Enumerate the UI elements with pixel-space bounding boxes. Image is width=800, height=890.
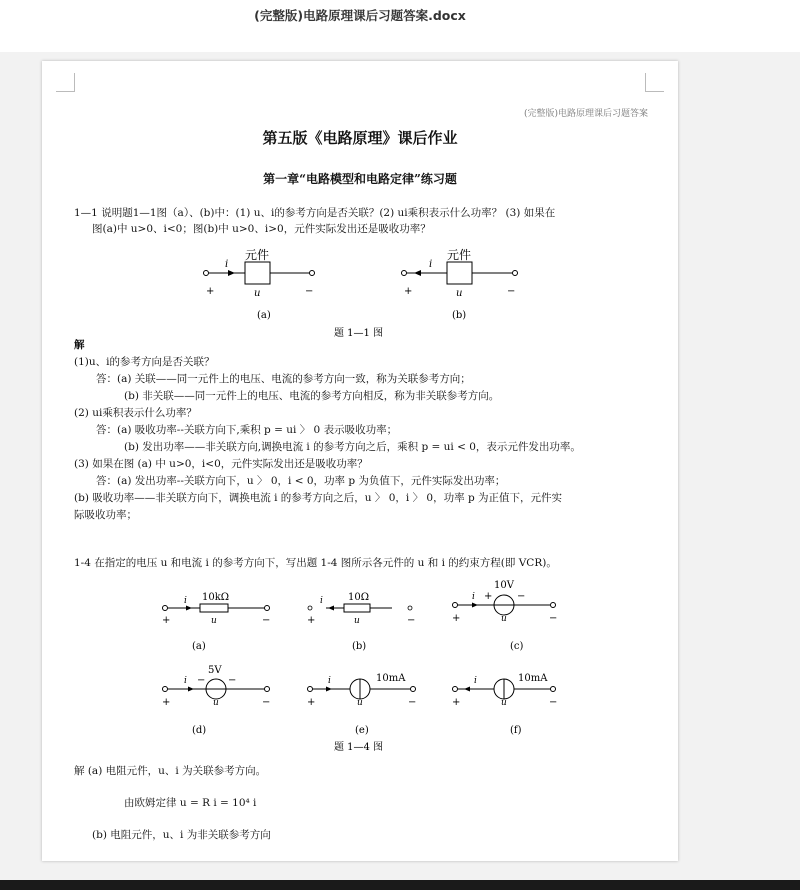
fig14-e-u-label: u [357, 698, 363, 708]
fig14-a-resistance: 10kΩ [202, 592, 230, 603]
fig14-e-plus: + [307, 697, 316, 708]
fig11-b-element-label: 元件 [447, 248, 472, 262]
document-page [42, 61, 678, 861]
figure-1-4-caption: 题 1—4 图 [334, 742, 384, 753]
page-header: (完整版)电路原理课后习题答案 [523, 109, 648, 119]
fig11-a-i-label: i [225, 259, 229, 270]
fig14-c-u-label: u [501, 614, 507, 624]
fig11-a-element-label: 元件 [245, 248, 270, 262]
fig11-b-i-label: i [429, 259, 433, 270]
fig14-a-caption: (a) [192, 641, 206, 652]
fig14-b-u-label: u [354, 616, 360, 626]
solution-line: (3) 如果在图 (a) 中 u>0，i<0，元件实际发出还是吸收功率？ [74, 458, 368, 470]
fig14-f-plus: + [452, 697, 461, 708]
solution-heading: 解 [74, 339, 85, 351]
fig11-a-caption: (a) [257, 310, 271, 321]
solution-line: (b) 吸收功率——非关联方向下，调换电流 i 的参考方向之后，u 〉 0，i 〉 0，功率 p 为正值下，元件实 [74, 492, 563, 504]
fig11-b-minus: − [507, 286, 516, 297]
page-corner-mark [645, 73, 664, 92]
fig14-f-u-label: u [501, 698, 507, 708]
solution-line: 际吸收功率； [74, 509, 137, 521]
fig14-b-minus: − [407, 615, 416, 626]
page-corner-mark [56, 73, 75, 92]
fig14-c-caption: (c) [510, 641, 524, 652]
figure-1-4 [152, 575, 572, 759]
fig14-b-plus: + [307, 615, 316, 626]
solution-line: 答：(a) 关联——同一元件上的电压、电流的参考方向一致，称为关联参考方向； [96, 373, 471, 385]
figure-1-1a [204, 247, 315, 321]
fig14-b-caption: (b) [352, 641, 367, 652]
fig14-f-i-label: i [474, 676, 477, 686]
figure-1-4d [162, 665, 270, 736]
fig14-c-minus: − [549, 613, 558, 624]
figure-1-1-diagram [182, 246, 542, 341]
fig14-d-source-plus: − [228, 675, 237, 686]
fig14-c-source-minus: − [517, 591, 526, 602]
answer-a: 解 (a) 电阻元件，u、i 为关联参考方向。 [74, 765, 267, 777]
answer-a-equation: 由欧姆定律 u = R i = 10⁴ i [124, 797, 257, 809]
answer-b: (b) 电阻元件，u、i 为非关联参考方向 [92, 829, 271, 841]
fig14-c-voltage: 10V [494, 580, 514, 591]
fig14-d-u-label: u [213, 698, 219, 708]
fig14-e-i-label: i [328, 676, 331, 686]
fig11-b-plus: + [404, 286, 413, 297]
figure-1-4e [307, 673, 416, 736]
solution-line: (b) 非关联——同一元件上的电压、电流的参考方向相反，称为非关联参考方向。 [124, 390, 500, 402]
fig11-b-caption: (b) [452, 310, 467, 321]
chapter-title: 第一章“电路模型和电路定律”练习题 [263, 172, 457, 186]
fig14-b-resistance: 10Ω [348, 592, 370, 603]
bottom-bar [0, 880, 800, 890]
fig14-d-caption: (d) [192, 725, 207, 736]
fig14-c-source-plus: + [484, 591, 493, 602]
main-title: 第五版《电路原理》课后作业 [262, 129, 458, 147]
document-title: (完整版)电路原理课后习题答案.docx [254, 8, 466, 23]
solution-line: 答：(a) 吸收功率--关联方向下,乘积 p = ui 〉 0 表示吸收功率； [96, 424, 398, 436]
fig14-f-current: 10mA [518, 673, 548, 684]
question-1-4: 1-4 在指定的电压 u 和电流 i 的参考方向下，写出题 1-4 图所示各元件的 u 和 i 的约束方程(即 VCR)。 [74, 557, 557, 569]
fig14-e-current: 10mA [376, 673, 406, 684]
question-1-1-line-2: 图(a)中 u>0、i<0；图(b)中 u>0、i>0，元件实际发出还是吸收功率？ [92, 223, 431, 235]
fig11-b-u-label: u [456, 288, 463, 299]
fig14-a-minus: − [262, 615, 271, 626]
fig14-d-voltage: 5V [208, 665, 222, 676]
figure-1-4a [162, 592, 270, 652]
fig14-d-minus: − [262, 697, 271, 708]
solution-line: (1)u、i的参考方向是否关联？ [74, 356, 215, 368]
question-1-1-line-1: 1—1 说明题1—1图（a）、(b)中：(1) u、i的参考方向是否关联？(2) ui乘积表示什么功率？ (3) 如果在 [74, 207, 556, 219]
title-bar [0, 0, 800, 52]
fig14-f-caption: (f) [510, 725, 522, 736]
fig14-c-i-label: i [472, 592, 475, 602]
fig14-a-u-label: u [211, 616, 217, 626]
figure-1-1-caption: 题 1—1 图 [334, 328, 384, 339]
fig14-d-plus: + [162, 697, 171, 708]
figure-1-1b [402, 247, 518, 321]
fig14-e-minus: − [408, 697, 417, 708]
figure-1-1 [182, 246, 542, 345]
fig14-d-source-minus: − [197, 675, 206, 686]
fig14-b-i-label: i [320, 596, 323, 606]
figure-1-4b [307, 592, 415, 652]
fig14-e-caption: (e) [355, 725, 369, 736]
solution-line: 答：(a) 发出功率--关联方向下，u 〉 0，i < 0，功率 p 为负值下，元件实际发出功率； [96, 475, 506, 487]
figure-1-4-diagram [152, 575, 572, 755]
fig14-f-minus: − [549, 697, 558, 708]
fig11-a-u-label: u [254, 288, 261, 299]
fig11-a-minus: − [305, 286, 314, 297]
figure-1-4f [452, 673, 557, 736]
fig14-a-plus: + [162, 615, 171, 626]
fig14-d-i-label: i [184, 676, 187, 686]
figure-1-4c [452, 580, 557, 652]
fig14-a-i-label: i [184, 596, 187, 606]
fig11-a-plus: + [206, 286, 215, 297]
fig14-c-plus: + [452, 613, 461, 624]
solution-line: (b) 发出功率——非关联方向,调换电流 i 的参考方向之后，乘积 p = ui < 0，表示元件发出功率。 [124, 441, 581, 453]
solution-line: (2) ui乘积表示什么功率？ [74, 407, 197, 419]
